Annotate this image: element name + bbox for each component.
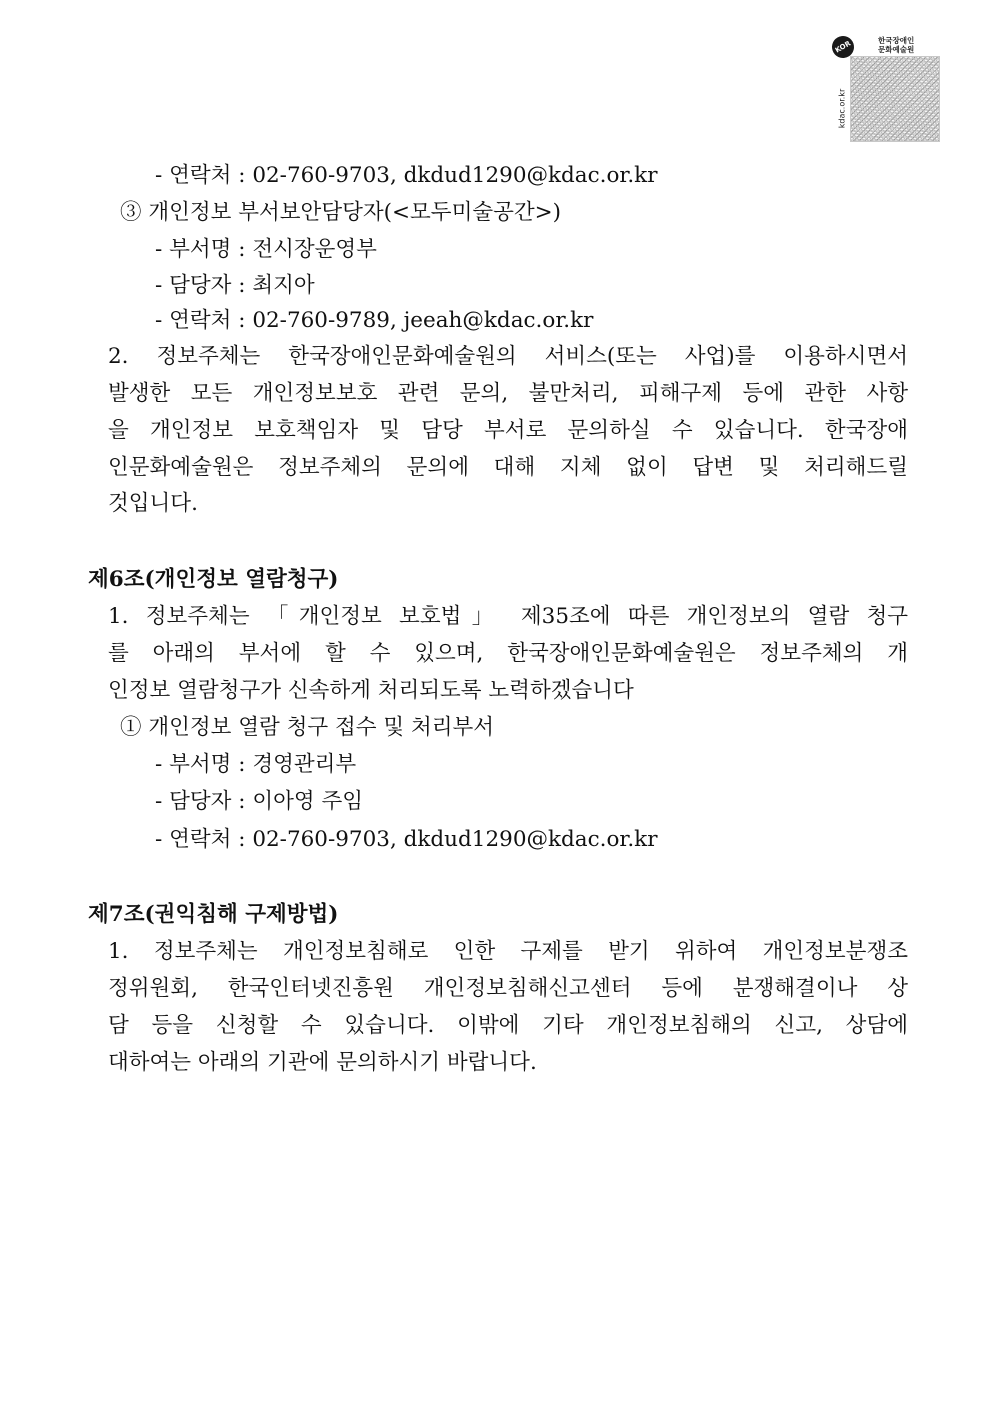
item-1-dept: - 부서명 : 경영관리부 xyxy=(155,752,357,777)
paragraph-2-line: 2. 정보주체는 한국장애인문화예술원의 서비스(또는 사업)를 이용하시면서 xyxy=(108,344,908,369)
paragraph-2-line: 을 개인정보 보호책임자 및 담당 부서로 문의하실 수 있습니다. 한국장애 xyxy=(108,418,908,443)
item-1-contact: - 연락처 : 02-760-9703, dkdud1290@kdac.or.kr xyxy=(155,827,658,852)
article-7-line: 담 등을 신청할 수 있습니다. 이밖에 기타 개인정보침해의 신고, 상담에 xyxy=(108,1013,908,1038)
kdac-logo xyxy=(832,36,938,140)
org-name-line2: 문화예술원 xyxy=(878,45,915,54)
kor-emblem-icon: KOR xyxy=(828,32,858,62)
org-name-line1: 한국장애인 xyxy=(878,36,915,45)
item-3-person: - 담당자 : 최지아 xyxy=(155,273,315,298)
org-domain: kdac.or.kr xyxy=(837,88,847,129)
article-7-line: 대하여는 아래의 기관에 문의하시기 바랍니다. xyxy=(108,1050,537,1075)
paragraph-2-line: 발생한 모든 개인정보보호 관련 문의, 불만처리, 피해구제 등에 관한 사항 xyxy=(108,381,908,406)
article-6-line: 를 아래의 부서에 할 수 있으며, 한국장애인문화예술원은 정보주체의 개 xyxy=(108,641,908,666)
article-6-line: 1. 정보주체는 「개인정보 보호법」 제35조에 따른 개인정보의 열람 청구 xyxy=(108,604,908,629)
item-3-dept: - 부서명 : 전시장운영부 xyxy=(155,237,377,262)
paragraph-2-line: 인문화예술원은 정보주체의 문의에 대해 지체 없이 답변 및 처리해드릴 xyxy=(108,455,908,480)
item-1-title: ① 개인정보 열람 청구 접수 및 처리부서 xyxy=(120,715,495,740)
qr-code-icon xyxy=(850,56,940,142)
article-6-heading: 제6조(개인정보 열람청구) xyxy=(88,567,339,592)
article-7-line: 1. 정보주체는 개인정보침해로 인한 구제를 받기 위하여 개인정보분쟁조 xyxy=(108,939,908,964)
org-name xyxy=(878,36,938,54)
item-3-contact: - 연락처 : 02-760-9789, jeeah@kdac.or.kr xyxy=(155,308,594,333)
article-7-heading: 제7조(권익침해 구제방법) xyxy=(88,902,339,927)
article-7-line: 정위원회, 한국인터넷진흥원 개인정보침해신고센터 등에 분쟁해결이나 상 xyxy=(108,976,908,1001)
item-1-person: - 담당자 : 이아영 주임 xyxy=(155,789,363,814)
item-3-title: ③ 개인정보 부서보안담당자(<모두미술공간>) xyxy=(120,200,562,225)
article-6-line: 인정보 열람청구가 신속하게 처리되도록 노력하겠습니다 xyxy=(108,678,634,703)
contact-line: - 연락처 : 02-760-9703, dkdud1290@kdac.or.kr xyxy=(155,163,658,188)
paragraph-2-line: 것입니다. xyxy=(108,491,198,516)
